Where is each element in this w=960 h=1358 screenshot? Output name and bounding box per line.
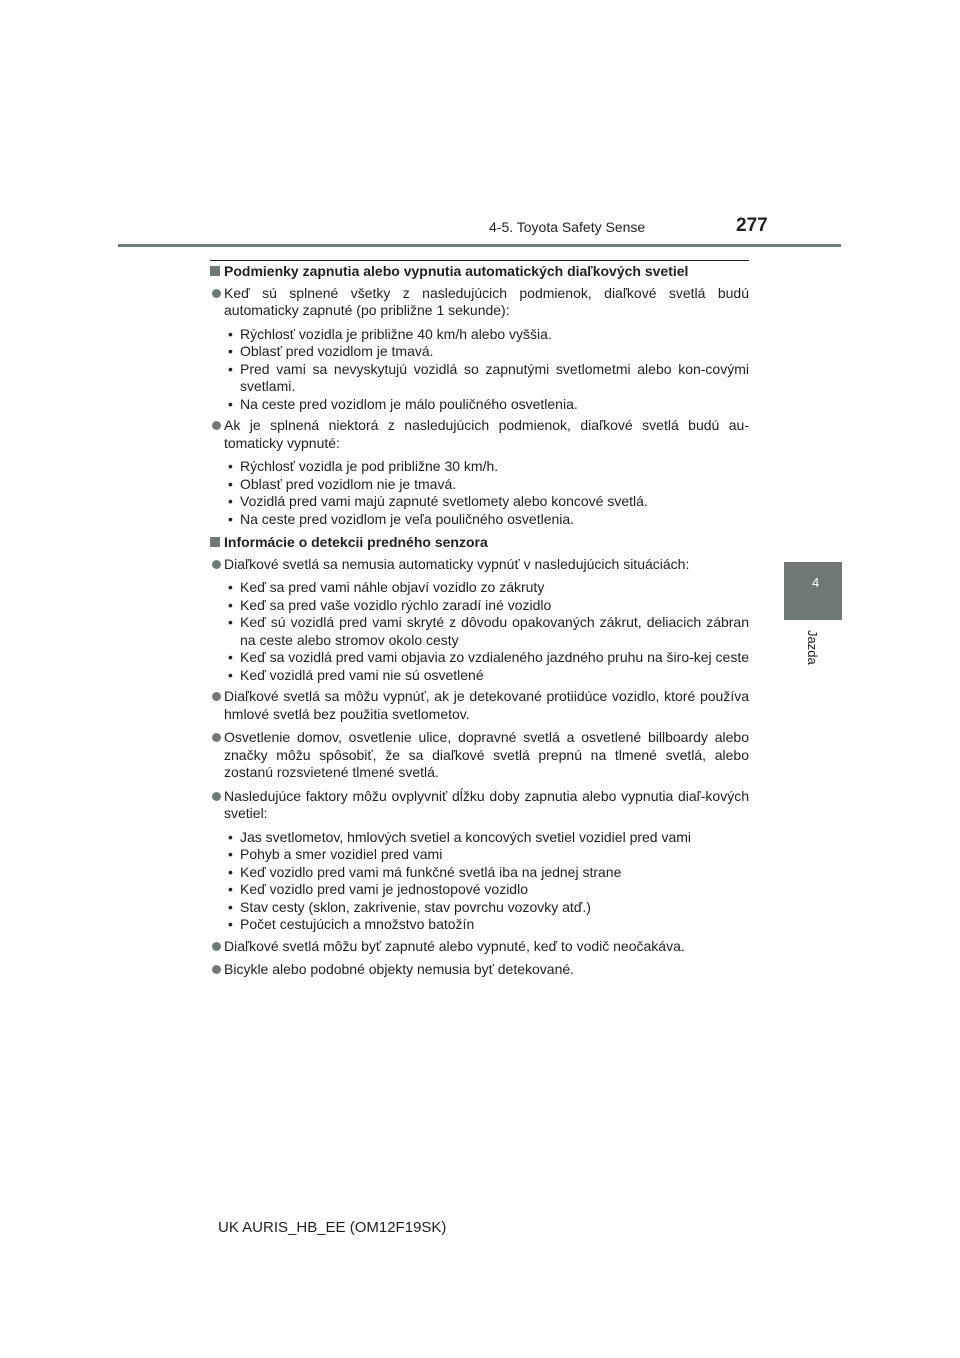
- sub-list-item: • Jas svetlometov, hmlových svetiel a koncových svetiel vozidiel pred vami: [240, 829, 749, 847]
- sub-list-item: • Pohyb a smer vozidiel pred vami: [240, 846, 749, 864]
- sub-list-item: • Vozidlá pred vami majú zapnuté svetlomety alebo koncové svetlá.: [240, 493, 749, 511]
- circle-bullet-icon: [212, 792, 221, 801]
- section-heading: [210, 534, 749, 552]
- sub-list: [210, 579, 749, 684]
- circle-bullet-icon: [212, 560, 221, 569]
- section-divider: [210, 260, 749, 261]
- square-bullet-icon: [210, 537, 220, 547]
- list-item-text: Osvetlenie domov, osvetlenie ulice, dopravné svetlá a osvetlené billboardy alebo značky môžu spôsobiť, že sa diaľkové svetlá prepnú na tlmené svetlá, alebo zostanú rozsvietené tlmené svetlá.: [224, 729, 749, 780]
- list-item-text: Keď sú splnené všetky z nasledujúcich podmienok, diaľkové svetlá budú automaticky zapnuté (po približne 1 sekunde):: [224, 284, 749, 318]
- list-item: [210, 961, 749, 979]
- circle-bullet-icon: [212, 942, 221, 951]
- list-item-text: Nasledujúce faktory môžu ovplyvniť dĺžku doby zapnutia alebo vypnutia diaľ-kových svetiel:: [224, 787, 749, 821]
- list-item-text: Diaľkové svetlá sa nemusia automaticky vypnúť v nasledujúcich situáciách:: [224, 555, 690, 572]
- sub-list-item: • Keď vozidlo pred vami má funkčné svetlá iba na jednej strane: [240, 864, 749, 882]
- sub-list-item: • Oblasť pred vozidlom je tmavá.: [240, 343, 749, 361]
- circle-bullet-icon: [212, 965, 221, 974]
- page-content: [210, 263, 749, 979]
- sub-list-item: • Počet cestujúcich a množstvo batožín: [240, 916, 749, 934]
- list-item: [210, 556, 749, 574]
- circle-bullet-icon: [212, 421, 221, 430]
- list-item: [210, 788, 749, 823]
- sub-list-item: • Rýchlosť vozidla je pod približne 30 km/h.: [240, 458, 749, 476]
- sub-list: [210, 326, 749, 414]
- circle-bullet-icon: [212, 289, 221, 298]
- sub-list-item: • Keď vozidlá pred vami nie sú osvetlené: [240, 667, 749, 685]
- section-heading-text: Informácie o detekcii predného senzora: [224, 534, 488, 550]
- sub-list-item: • Rýchlosť vozidla je približne 40 km/h alebo vyššia.: [240, 326, 749, 344]
- sub-list-item: • Na ceste pred vozidlom je veľa pouličného osvetlenia.: [240, 511, 749, 529]
- chapter-tab: [784, 562, 842, 620]
- sub-list-item: • Keď sa pred vami náhle objaví vozidlo zo zákruty: [240, 579, 749, 597]
- section-heading-text: Podmienky zapnutia alebo vypnutia automatických diaľkových svetiel: [224, 263, 689, 279]
- list-item: [210, 688, 749, 723]
- sub-list-item: • Oblasť pred vozidlom nie je tmavá.: [240, 476, 749, 494]
- list-item-text: Diaľkové svetlá sa môžu vypnúť, ak je detekované protiidúce vozidlo, ktoré používa hmlové svetlá bez použitia svetlometov.: [224, 688, 749, 722]
- circle-bullet-icon: [212, 692, 221, 701]
- sub-list: [210, 829, 749, 934]
- chapter-number: 4: [812, 575, 820, 590]
- chapter-name: Jazda: [805, 630, 820, 665]
- footer-model-code: UK AURIS_HB_EE (OM12F19SK): [218, 1219, 447, 1236]
- list-item-text: Diaľkové svetlá môžu byť zapnuté alebo vypnuté, keď to vodič neočakáva.: [224, 937, 685, 954]
- sub-list-item: • Na ceste pred vozidlom je málo pouličného osvetlenia.: [240, 396, 749, 414]
- list-item: [210, 417, 749, 452]
- list-item: [210, 285, 749, 320]
- sub-list: [210, 458, 749, 528]
- sub-list-item: • Pred vami sa nevyskytujú vozidlá so zapnutými svetlometmi alebo kon-covými svetlami.: [240, 361, 749, 396]
- header-divider: [118, 244, 841, 247]
- list-item-text: Bicykle alebo podobné objekty nemusia byť detekované.: [224, 961, 575, 977]
- list-item-text: Ak je splnená niektorá z nasledujúcich podmienok, diaľkové svetlá budú au-tomaticky vypnuté:: [224, 417, 749, 451]
- sub-list-item: • Keď sú vozidlá pred vami skryté z dôvodu opakovaných zákrut, deliacich zábran na ceste alebo stromov okolo cesty: [240, 614, 749, 649]
- list-item: [210, 729, 749, 782]
- sub-list-item: • Keď vozidlo pred vami je jednostopové vozidlo: [240, 881, 749, 899]
- sub-list-item: • Stav cesty (sklon, zakrivenie, stav povrchu vozovky atď.): [240, 899, 749, 917]
- section-auto-high-beam-conditions: [210, 263, 749, 528]
- header-section-title: 4-5. Toyota Safety Sense: [489, 219, 646, 235]
- section-heading: [210, 263, 749, 281]
- circle-bullet-icon: [212, 733, 221, 742]
- section-front-sensor-info: [210, 534, 749, 979]
- sub-list-item: • Keď sa vozidlá pred vami objavia zo vzdialeného jazdného pruhu na širo-kej ceste: [240, 649, 749, 667]
- chapter-side-label: [785, 628, 841, 678]
- list-item: [210, 938, 749, 956]
- sub-list-item: • Keď sa pred vaše vozidlo rýchlo zaradí iné vozidlo: [240, 597, 749, 615]
- square-bullet-icon: [210, 266, 220, 276]
- page-number: 277: [736, 215, 768, 236]
